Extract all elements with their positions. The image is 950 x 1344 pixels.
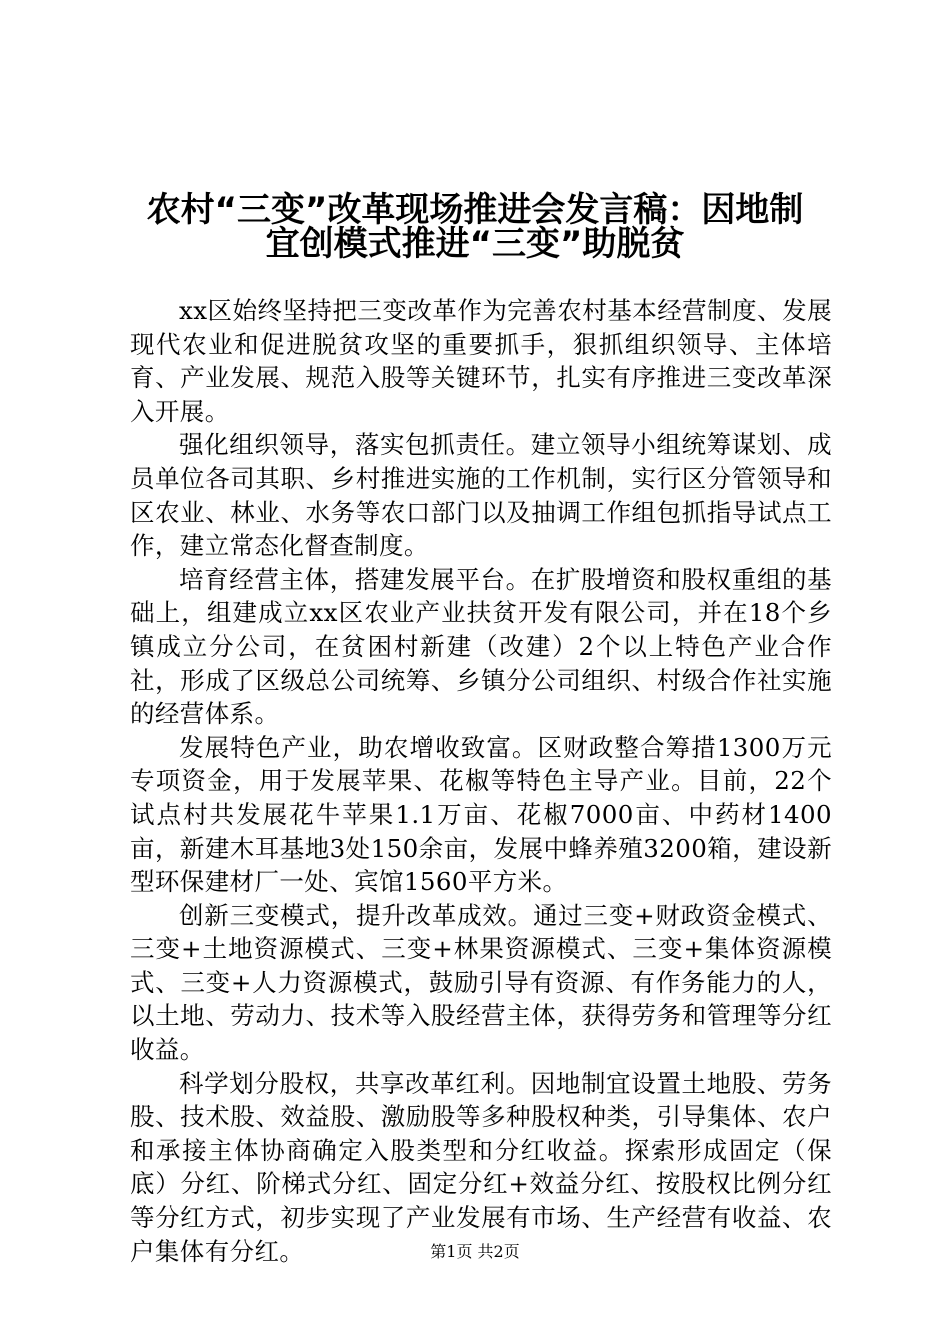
paragraph-industries: 发展特色产业，助农增收致富。区财政整合筹措1300万元专项资金，用于发展苹果、花椒等特色主导产业。目前，22个试点村共发展花牛苹果1.1万亩、花椒7000亩、中药材1400亩，新建木耳基地3处150余亩，发展中蜂养殖3200箱，建设新型环保建材厂一处、宾馆1560平方米。 (130, 732, 832, 897)
paragraph-models: 创新三变模式，提升改革成效。通过三变+财政资金模式、三变+土地资源模式、三变+林果资源模式、三变+集体资源模式、三变+人力资源模式，鼓励引导有资源、有作务能力的人，以土地、劳动力、技术等入股经营主体，获得劳务和管理等分红收益。 (130, 900, 832, 1065)
document-title-line-2: 宜创模式推进“三变”助脱贫 (265, 224, 685, 264)
document-body (130, 294, 832, 1268)
paragraph-business-entities: 培育经营主体，搭建发展平台。在扩股增资和股权重组的基础上，组建成立xx区农业产业扶贫开发有限公司，并在18个乡镇成立分公司，在贫困村新建（改建）2个以上特色产业合作社，形成了区级总公司统筹、乡镇分公司组织、村级合作社实施的经营体系。 (130, 564, 832, 729)
paragraph-organization: 强化组织领导，落实包抓责任。建立领导小组统筹谋划、成员单位各司其职、乡村推进实施的工作机制，实行区分管领导和区农业、林业、水务等农口部门以及抽调工作组包抓指导试点工作，建立常态化督查制度。 (130, 430, 832, 561)
page-number-footer: 第1页 共2页 (430, 1242, 520, 1261)
paragraph-equity: 科学划分股权，共享改革红利。因地制宜设置土地股、劳务股、技术股、效益股、激励股等多种股权种类，引导集体、农户和承接主体协商确定入股类型和分红收益。探索形成固定（保底）分红、阶梯式分红、固定分红+效益分红、按股权比例分红等分红方式，初步实现了产业发展有市场、生产经营有收益、农户集体有分红。 (130, 1068, 832, 1266)
paragraph-intro: xx区始终坚持把三变改革作为完善农村基本经营制度、发展现代农业和促进脱贫攻坚的重要抓手，狠抓组织领导、主体培育、产业发展、规范入股等关键环节，扎实有序推进三变改革深入开展。 (130, 296, 832, 426)
document-title-line-1: 农村“三变”改革现场推进会发言稿：因地制 (146, 190, 804, 230)
